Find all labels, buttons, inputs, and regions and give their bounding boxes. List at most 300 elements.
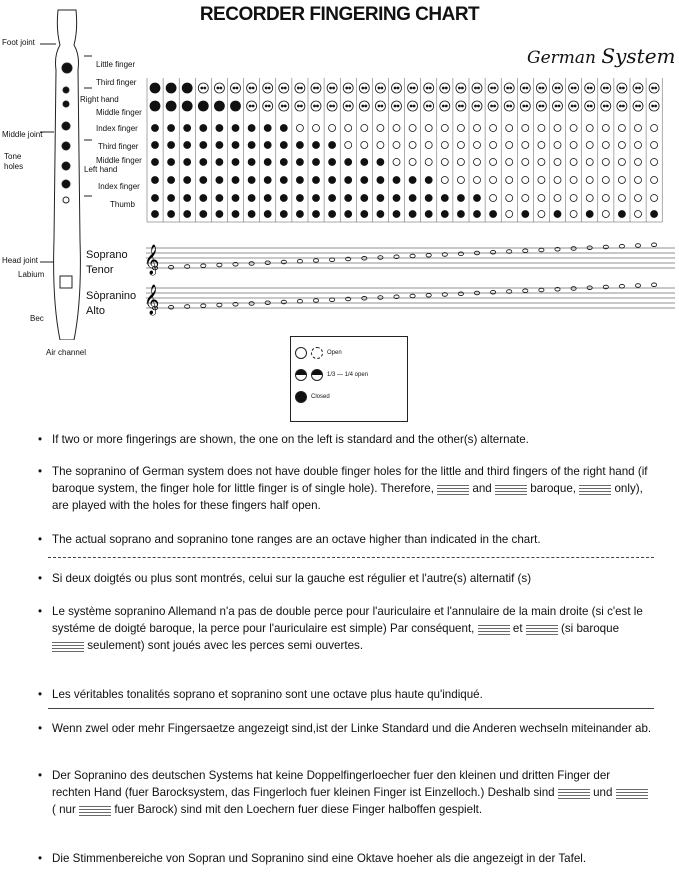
finger-hole: [152, 142, 159, 149]
finger-hole: [264, 142, 271, 149]
staff-label-alto: Alto: [86, 305, 105, 317]
finger-hole: [618, 211, 625, 218]
finger-hole: [393, 195, 400, 202]
music-staves: [144, 243, 675, 316]
finger-hole: [536, 83, 546, 93]
finger-hole: [232, 142, 239, 149]
finger-hole: [651, 159, 658, 166]
finger-hole: [554, 125, 561, 132]
finger-hole: [506, 195, 513, 202]
finger-hole: [441, 211, 448, 218]
note: [619, 244, 624, 248]
text: und: [593, 786, 613, 799]
finger-label: Thumb: [110, 200, 135, 209]
finger-hole: [184, 159, 191, 166]
finger-hole: [536, 101, 546, 111]
finger-hole: [327, 83, 337, 93]
finger-hole: [296, 211, 303, 218]
finger-hole: [166, 101, 176, 111]
finger-hole: [377, 142, 384, 149]
finger-hole: [150, 101, 160, 111]
finger-hole: [248, 125, 255, 132]
finger-hole: [472, 83, 482, 93]
finger-hole: [522, 142, 529, 149]
note: [297, 259, 302, 263]
legend-box: [290, 336, 408, 422]
finger-hole: [313, 177, 320, 184]
finger-hole: [247, 83, 257, 93]
finger-hole: [184, 125, 191, 132]
finger-hole: [361, 211, 368, 218]
finger-hole: [280, 159, 287, 166]
finger-hole: [345, 177, 352, 184]
finger-hole: [554, 195, 561, 202]
music-notation-icon: [437, 483, 469, 495]
label-foot-joint: Foot joint: [2, 38, 35, 47]
finger-hole: [538, 159, 545, 166]
finger-hole: [635, 125, 642, 132]
finger-hole: [472, 101, 482, 111]
finger-hole: [214, 83, 224, 93]
finger-hole: [248, 142, 255, 149]
finger-hole: [554, 211, 561, 218]
finger-hole: [586, 177, 593, 184]
note: [426, 253, 431, 257]
finger-hole: [635, 195, 642, 202]
finger-hole: [570, 159, 577, 166]
finger-hole: [522, 195, 529, 202]
finger-hole: [248, 177, 255, 184]
finger-hole: [296, 177, 303, 184]
finger-hole: [182, 101, 192, 111]
half-hole-icon: [295, 369, 307, 381]
finger-hole: [216, 142, 223, 149]
finger-hole: [586, 211, 593, 218]
finger-hole: [184, 211, 191, 218]
finger-hole: [618, 177, 625, 184]
finger-hole: [377, 195, 384, 202]
finger-hole: [538, 177, 545, 184]
note: [491, 290, 496, 294]
finger-hole: [538, 125, 545, 132]
finger-label: Middle finger: [96, 156, 142, 165]
finger-hole: [457, 125, 464, 132]
finger-hole: [441, 125, 448, 132]
staff-label-sopranino: Sòpranino: [86, 290, 137, 302]
finger-hole: [651, 177, 658, 184]
finger-hole: [457, 211, 464, 218]
finger-hole: [168, 125, 175, 132]
finger-hole: [617, 101, 627, 111]
finger-hole: [649, 83, 659, 93]
text: Si deux doigtés ou plus sont montrés, celui sur la gauche est régulier et l'autre(s) alternatif (s): [52, 572, 532, 585]
finger-label: Middle finger: [96, 108, 142, 117]
finger-hole: [490, 177, 497, 184]
french-bullet-2: • Le système sopranino Allemand n'a pas de double perce pour l'auriculaire et l'annulaire de la main droite (si c'est le systéme de doigté baroque, la perce pour l'auriculaire est simple) Par conséquent, et (si baroque seulement) sont joués avec les perces semi ouvertes.: [38, 605, 643, 652]
finger-hole: [409, 125, 416, 132]
label-air-channel: Air channel: [46, 348, 87, 357]
finger-hole: [585, 101, 595, 111]
finger-hole: [343, 101, 353, 111]
svg-text:𝄞: 𝄞: [144, 245, 160, 275]
note: [491, 250, 496, 254]
finger-hole: [488, 101, 498, 111]
finger-hole: [474, 159, 481, 166]
text: et: [512, 622, 523, 635]
finger-label: Third finger: [96, 78, 137, 87]
note: [410, 294, 415, 298]
finger-hole: [618, 159, 625, 166]
finger-hole: [651, 211, 658, 218]
open-hole-icon: [295, 347, 307, 359]
text: only), are played with the holes for these fingers half open.: [52, 482, 643, 512]
finger-hole: [343, 83, 353, 93]
fingering-grid: [147, 78, 662, 222]
finger-hole: [425, 195, 432, 202]
finger-hole: [409, 177, 416, 184]
finger-hole: [216, 195, 223, 202]
finger-hole: [264, 159, 271, 166]
finger-hole: [279, 83, 289, 93]
finger-hole: [554, 159, 561, 166]
finger-hole: [280, 142, 287, 149]
finger-hole: [522, 159, 529, 166]
finger-hole: [166, 83, 176, 93]
finger-hole: [633, 101, 643, 111]
note: [458, 252, 463, 256]
finger-hole: [617, 83, 627, 93]
music-notation-icon: [79, 804, 111, 816]
finger-hole: [345, 125, 352, 132]
note: [652, 283, 657, 287]
finger-hole: [296, 125, 303, 132]
staff-label-soprano: Soprano: [86, 249, 128, 261]
finger-hole: [553, 83, 563, 93]
finger-hole: [313, 211, 320, 218]
finger-hole: [313, 195, 320, 202]
finger-hole: [651, 195, 658, 202]
finger-hole: [409, 211, 416, 218]
finger-hole: [570, 125, 577, 132]
finger-hole: [425, 211, 432, 218]
german-bullet-3: • Die Stimmenbereiche von Sopran und Sopranino sind eine Oktave hoeher als die angezeigt in der Tafel.: [38, 852, 587, 865]
finger-hole: [554, 177, 561, 184]
finger-hole: [296, 142, 303, 149]
finger-hole: [441, 142, 448, 149]
finger-hole: [457, 195, 464, 202]
system-word1: German: [527, 48, 596, 68]
system-word2: System: [601, 44, 676, 68]
finger-hole: [409, 195, 416, 202]
finger-hole: [554, 142, 561, 149]
finger-hole: [264, 195, 271, 202]
text: fuer Barock) sind mit den Loechern fuer diese Finger halboffen gespielt.: [114, 803, 483, 816]
finger-hole: [570, 177, 577, 184]
finger-hole: [232, 211, 239, 218]
finger-hole: [635, 211, 642, 218]
finger-hole: [329, 195, 336, 202]
finger-hole: [651, 125, 658, 132]
finger-hole: [200, 177, 207, 184]
finger-hole: [248, 159, 255, 166]
note: [619, 284, 624, 288]
finger-hole: [474, 211, 481, 218]
finger-hole: [150, 83, 160, 93]
note: [201, 264, 206, 268]
divider: [48, 708, 654, 709]
finger-hole: [377, 125, 384, 132]
finger-hole: [585, 83, 595, 93]
text: If two or more fingerings are shown, the one on the left is standard and the other(s) alternate.: [52, 433, 529, 446]
finger-hole: [504, 101, 514, 111]
german-bullet-2: • Der Sopranino des deutschen Systems hat keine Doppelfingerloecher fuer den kleinen und dritten Finger der rechten Hand (fuer Barocksystem, das Fingerloch fuer kleinen Finger ist Einzelloch.) Deshalb sind und ( nur fuer Barock) sind mit den Loechern fuer diese Finger halboffen gespielt.: [52, 767, 652, 818]
text: and: [472, 482, 492, 495]
german-bullet-1: • Wenn zwel oder mehr Fingersaetze angezeigt sind,ist der Linke Standard und die Anderen wechseln miteinander ab.: [38, 722, 652, 735]
note: [635, 284, 640, 288]
finger-hole: [359, 83, 369, 93]
divider: [48, 557, 654, 558]
finger-hole: [200, 142, 207, 149]
finger-hole: [408, 101, 418, 111]
finger-hole: [602, 211, 609, 218]
staff-label-tenor: Tenor: [86, 264, 114, 276]
finger-hole: [456, 83, 466, 93]
label-left-hand: Left hand: [84, 165, 118, 174]
finger-hole: [232, 159, 239, 166]
finger-hole: [488, 83, 498, 93]
finger-hole: [296, 159, 303, 166]
finger-hole: [393, 159, 400, 166]
english-bullet-3: • The actual soprano and sopranino tone ranges are an octave higher than indicated in the chart.: [38, 533, 541, 546]
finger-hole: [152, 211, 159, 218]
finger-hole: [377, 159, 384, 166]
finger-hole: [456, 101, 466, 111]
finger-hole: [635, 159, 642, 166]
finger-hole: [440, 83, 450, 93]
finger-hole: [522, 211, 529, 218]
finger-hole: [375, 83, 385, 93]
note: [217, 263, 222, 267]
finger-hole: [152, 195, 159, 202]
music-notation-icon: [478, 623, 510, 635]
finger-hole: [393, 211, 400, 218]
finger-hole: [490, 159, 497, 166]
finger-hole: [538, 211, 545, 218]
finger-hole: [392, 101, 402, 111]
note: [249, 302, 254, 306]
music-notation-icon: [558, 787, 590, 799]
finger-hole: [329, 177, 336, 184]
finger-hole: [408, 83, 418, 93]
finger-hole: [345, 159, 352, 166]
legend-half: [295, 369, 368, 381]
finger-hole: [311, 83, 321, 93]
finger-hole: [168, 142, 175, 149]
label-right-hand: Right hand: [80, 95, 119, 104]
finger-hole: [474, 125, 481, 132]
label-tone-holes: Tone holes: [4, 152, 24, 171]
finger-hole: [457, 142, 464, 149]
note: [410, 254, 415, 258]
finger-hole: [570, 211, 577, 218]
finger-hole: [490, 142, 497, 149]
finger-hole: [279, 101, 289, 111]
french-bullet-3: • Les véritables tonalités soprano et sopranino sont une octave plus haute qu'indiqué.: [38, 688, 483, 701]
fingering-chart: [0, 0, 679, 340]
note: [635, 244, 640, 248]
finger-hole: [490, 195, 497, 202]
finger-hole: [296, 195, 303, 202]
finger-hole: [425, 177, 432, 184]
finger-hole: [264, 211, 271, 218]
finger-hole: [522, 177, 529, 184]
note: [378, 256, 383, 260]
finger-hole: [538, 142, 545, 149]
finger-hole: [474, 142, 481, 149]
finger-hole: [602, 142, 609, 149]
finger-hole: [651, 142, 658, 149]
finger-hole: [168, 211, 175, 218]
finger-hole: [168, 195, 175, 202]
text: (si baroque: [561, 622, 620, 635]
finger-hole: [361, 142, 368, 149]
finger-hole: [361, 125, 368, 132]
note: [169, 305, 174, 309]
label-bec: Bec: [30, 314, 44, 323]
finger-hole: [506, 177, 513, 184]
finger-hole: [200, 195, 207, 202]
finger-hole: [168, 177, 175, 184]
text: seulement) sont joués avec les perces semi ouvertes.: [87, 639, 364, 652]
finger-hole: [424, 101, 434, 111]
finger-hole: [506, 159, 513, 166]
finger-hole: [247, 101, 257, 111]
finger-hole: [264, 125, 271, 132]
note: [313, 259, 318, 263]
note: [571, 247, 576, 251]
finger-hole: [248, 211, 255, 218]
finger-hole: [602, 159, 609, 166]
note: [330, 298, 335, 302]
english-bullet-1: • If two or more fingerings are shown, the one on the left is standard and the other(s) alternate.: [38, 433, 529, 446]
finger-hole: [280, 125, 287, 132]
finger-hole: [361, 195, 368, 202]
finger-hole: [425, 142, 432, 149]
english-bullet-2: • The sopranino of German system does not have double finger holes for the little and third fingers of the right hand (if baroque system, the finger hole for little finger is of single hole). Therefore, and baroque, only), are played with the holes for these fingers half open.: [38, 465, 648, 512]
finger-hole: [361, 159, 368, 166]
note: [249, 262, 254, 266]
finger-hole: [393, 142, 400, 149]
finger-hole: [602, 177, 609, 184]
finger-hole: [522, 125, 529, 132]
text: Die Stimmenbereiche von Sopran und Sopranino sind eine Oktave hoeher als die angezeigt in der Tafel.: [52, 852, 587, 865]
finger-hole: [231, 101, 241, 111]
finger-hole: [198, 101, 208, 111]
finger-hole: [280, 195, 287, 202]
finger-hole: [393, 125, 400, 132]
finger-hole: [152, 125, 159, 132]
note: [201, 304, 206, 308]
text: Der Sopranino des deutschen Systems hat keine Doppelfingerloecher fuer den kleinen und dritten Finger der rechten Hand (fuer Barocksystem, das Fingerloch fuer kleinen Finger ist Einzelloch.) Deshalb sind: [52, 769, 611, 799]
legend-closed: [295, 391, 330, 403]
note: [297, 299, 302, 303]
finger-hole: [232, 125, 239, 132]
label-middle-joint: Middle joint: [2, 130, 43, 139]
finger-hole: [635, 142, 642, 149]
note: [571, 287, 576, 291]
finger-hole: [152, 159, 159, 166]
finger-hole: [184, 142, 191, 149]
finger-hole: [441, 177, 448, 184]
finger-hole: [200, 211, 207, 218]
finger-hole: [311, 101, 321, 111]
finger-hole: [506, 211, 513, 218]
finger-hole: [569, 83, 579, 93]
finger-hole: [359, 101, 369, 111]
finger-hole: [263, 83, 273, 93]
finger-hole: [329, 211, 336, 218]
finger-hole: [425, 159, 432, 166]
finger-hole: [570, 142, 577, 149]
finger-hole: [232, 177, 239, 184]
finger-hole: [200, 159, 207, 166]
music-notation-icon: [495, 483, 527, 495]
finger-hole: [231, 83, 241, 93]
finger-hole: [198, 83, 208, 93]
finger-hole: [586, 125, 593, 132]
note: [523, 289, 528, 293]
legend-half-label: 1/3 — 1/4 open: [327, 372, 369, 378]
text: Wenn zwel oder mehr Fingersaetze angezeigt sind,ist der Linke Standard und die Anderen wechseln miteinander ab.: [52, 722, 652, 735]
finger-hole: [506, 125, 513, 132]
finger-hole: [377, 177, 384, 184]
finger-hole: [424, 83, 434, 93]
french-bullet-1: • Si deux doigtés ou plus sont montrés, celui sur la gauche est régulier et l'autre(s) alternatif (s): [38, 572, 532, 585]
finger-hole: [490, 125, 497, 132]
note: [652, 243, 657, 247]
finger-hole: [618, 142, 625, 149]
finger-label: Index finger: [98, 182, 140, 191]
music-notation-icon: [616, 787, 648, 799]
finger-hole: [168, 159, 175, 166]
finger-hole: [602, 195, 609, 202]
legend-open-label: Open: [327, 350, 342, 356]
finger-hole: [553, 101, 563, 111]
finger-hole: [474, 177, 481, 184]
finger-hole: [601, 101, 611, 111]
half-hole-icon: [311, 369, 323, 381]
text: The actual soprano and sopranino tone ranges are an octave higher than indicated in the chart.: [52, 533, 541, 546]
finger-hole: [184, 177, 191, 184]
finger-hole: [329, 125, 336, 132]
recorder-illustration: [40, 10, 92, 340]
finger-hole: [280, 211, 287, 218]
finger-hole: [586, 195, 593, 202]
finger-hole: [295, 83, 305, 93]
note: [330, 258, 335, 262]
finger-hole: [377, 211, 384, 218]
finger-hole: [649, 101, 659, 111]
finger-hole: [457, 177, 464, 184]
note: [217, 303, 222, 307]
open-hole-dashed-icon: [311, 347, 323, 359]
note: [539, 288, 544, 292]
finger-label: Index finger: [96, 124, 138, 133]
finger-hole: [506, 142, 513, 149]
finger-hole: [586, 142, 593, 149]
finger-hole: [216, 159, 223, 166]
finger-hole: [327, 101, 337, 111]
